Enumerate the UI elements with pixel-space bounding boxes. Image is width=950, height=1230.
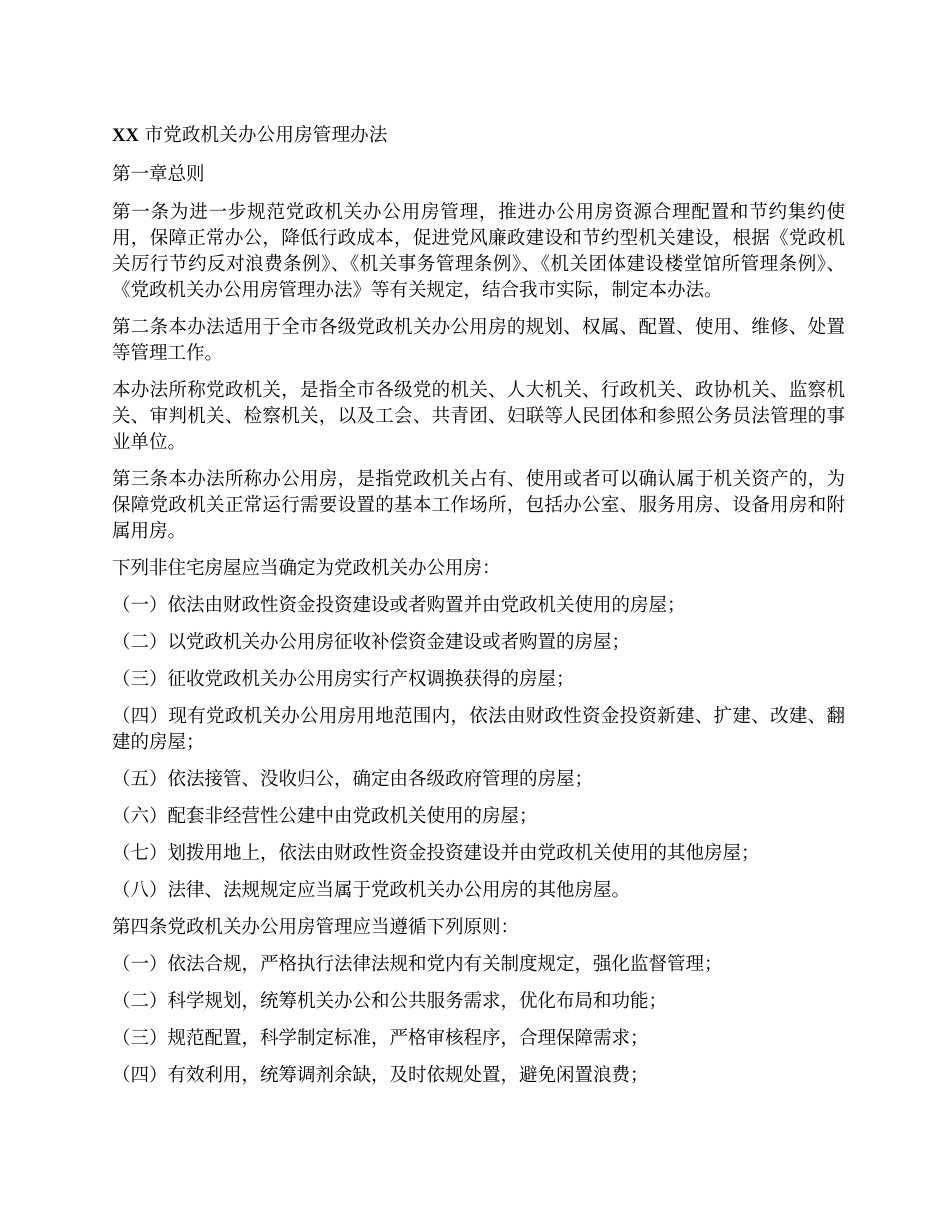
clause-item-1-3: （三）征收党政机关办公用房实行产权调换获得的房屋； bbox=[112, 668, 575, 689]
clause-item-1-8: （八）法律、法规规定应当属于党政机关办公用房的其他房屋。 bbox=[112, 879, 631, 900]
clause-item-1-4: （四）现有党政机关办公用房用地范围内，依法由财政性资金投资新建、扩建、改建、翻建的房屋； bbox=[112, 705, 845, 752]
document-title-cjk: 市党政机关办公用房管理办法 bbox=[139, 124, 388, 145]
clause-item-2-3: （三）规范配置，科学制定标准，严格审核程序，合理保障需求； bbox=[112, 1027, 649, 1048]
document-body bbox=[112, 122, 845, 1099]
document-title-latin: XX bbox=[112, 126, 140, 146]
clause-item-1-5: （五）依法接管、没收归公，确定由各级政府管理的房屋； bbox=[112, 768, 594, 789]
document-title bbox=[112, 122, 845, 149]
clause-item-1-2: （二）以党政机关办公用房征收补偿资金建设或者购置的房屋； bbox=[112, 631, 631, 652]
clause-item-1-7: （七）划拨用地上，依法由财政性资金投资建设并由党政机关使用的其他房屋； bbox=[112, 842, 760, 863]
article-paragraph-1: 第一条为进一步规范党政机关办公用房管理，推进办公用房资源合理配置和节约集约使用，保障正常办公，降低行政成本，促进党风廉政建设和节约型机关建设，根据《党政机关厉行节约反对浪费条例》、《机关事务管理条例》、《机关团体建设楼堂馆所管理条例》、《党政机关办公用房管理办法》等有关规定，结合我市实际，制定本办法。 bbox=[112, 201, 845, 300]
clause-item-2-2: （二）科学规划，统筹机关办公和公共服务需求，优化布局和功能； bbox=[112, 990, 668, 1011]
clause-item-2-1: （一）依法合规，严格执行法律法规和党内有关制度规定，强化监督管理； bbox=[112, 953, 723, 974]
clause-item-1-1: （一）依法由财政性资金投资建设或者购置并由党政机关使用的房屋； bbox=[112, 594, 686, 615]
article-paragraph-4: 第三条本办法所称办公用房，是指党政机关占有、使用或者可以确认属于机关资产的，为保障党政机关正常运行需要设置的基本工作场所，包括办公室、服务用房、设备用房和附属用房。 bbox=[112, 468, 845, 541]
list-intro-office-space: 下列非住宅房屋应当确定为党政机关办公用房： bbox=[112, 557, 501, 578]
article-paragraph-2: 第二条本办法适用于全市各级党政机关办公用房的规划、权属、配置、使用、维修、处置等管理工作。 bbox=[112, 316, 845, 363]
clause-item-1-6: （六）配套非经营性公建中由党政机关使用的房屋； bbox=[112, 805, 538, 826]
article-paragraph-3: 本办法所称党政机关，是指全市各级党的机关、人大机关、行政机关、政协机关、监察机关、审判机关、检察机关，以及工会、共青团、妇联等人民团体和参照公务员法管理的事业单位。 bbox=[112, 379, 845, 452]
chapter-heading: 第一章总则 bbox=[112, 163, 205, 184]
list-intro-management-principles: 第四条党政机关办公用房管理应当遵循下列原则： bbox=[112, 916, 520, 937]
clause-item-2-4: （四）有效利用，统筹调剂余缺，及时依规处置，避免闲置浪费； bbox=[112, 1064, 649, 1085]
